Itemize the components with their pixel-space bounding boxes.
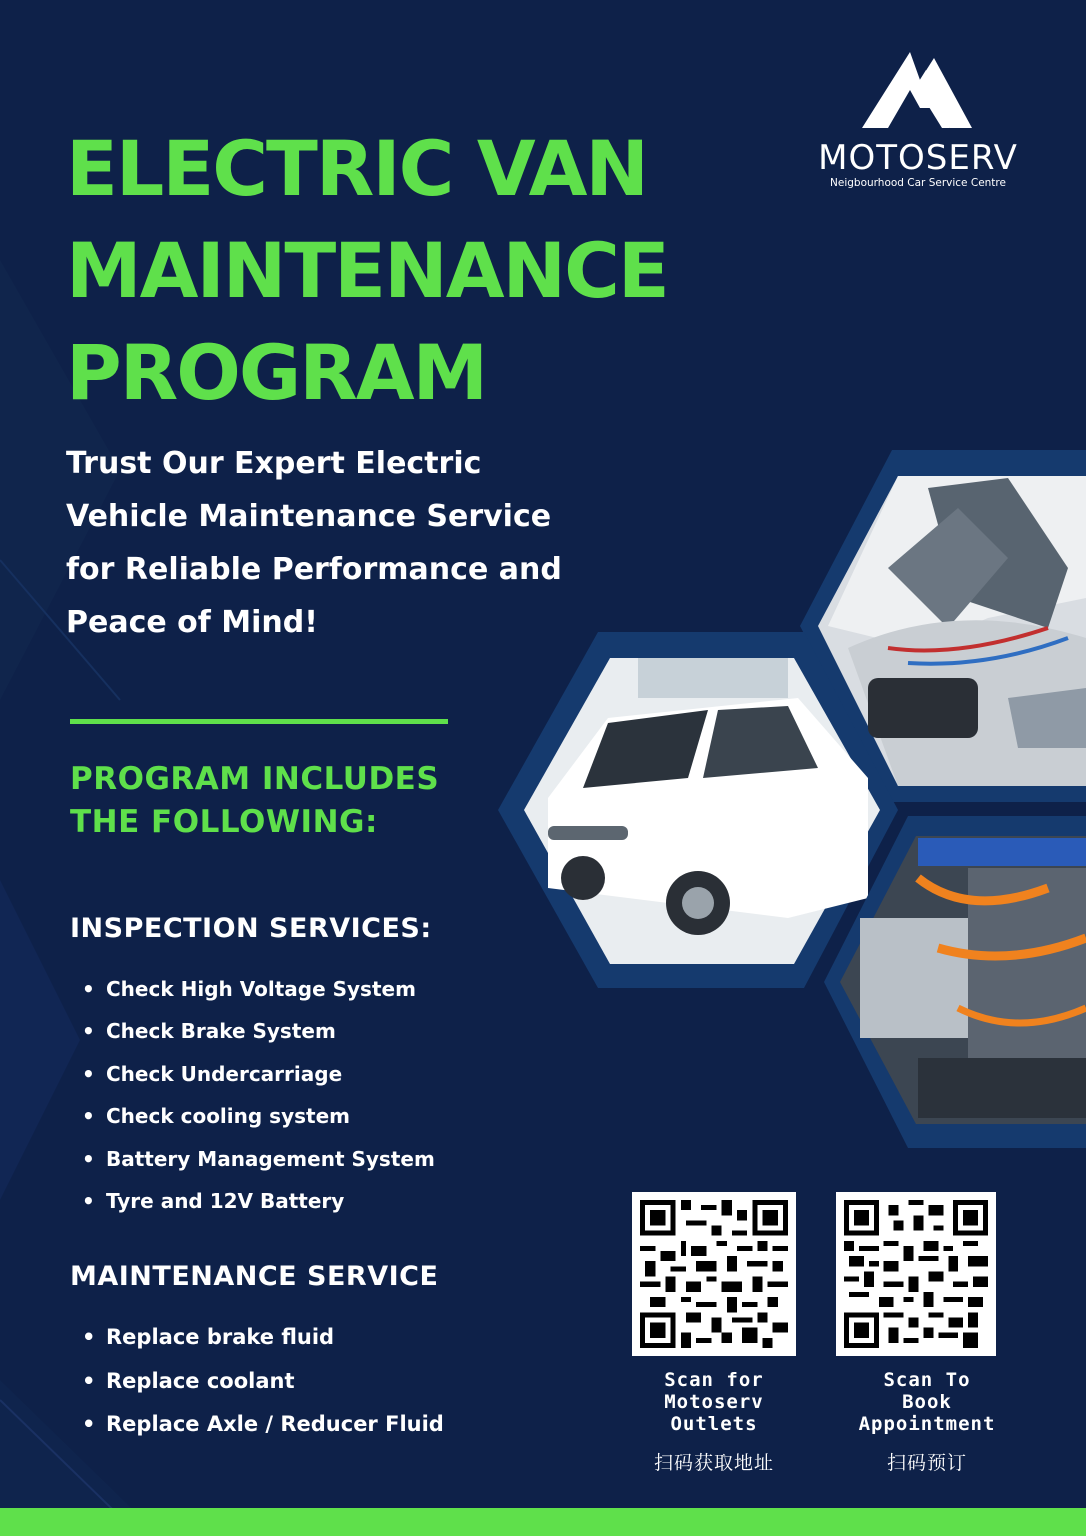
motoserv-mark-icon xyxy=(860,50,976,130)
qr-code-icon xyxy=(640,1200,788,1348)
list-item: • Replace Axle / Reducer Fluid xyxy=(82,1403,444,1447)
list-item: • Check High Voltage System xyxy=(82,968,435,1010)
qr-label-outlets-cn: 扫码获取地址 xyxy=(653,1452,774,1474)
maintenance-list xyxy=(82,1316,444,1447)
brand-logo xyxy=(800,50,1036,200)
inspection-list xyxy=(82,968,435,1222)
maintenance-heading: MAINTENANCE SERVICE xyxy=(70,1261,439,1292)
qr-label-line: Appointment xyxy=(858,1413,996,1435)
qr-label-line: Scan To xyxy=(883,1369,971,1391)
list-item: • Check Brake System xyxy=(82,1010,435,1052)
includes-heading-line: THE FOLLOWING: xyxy=(70,804,378,840)
qr-label-line: Scan for xyxy=(664,1369,764,1391)
title-line: MAINTENANCE xyxy=(66,226,668,315)
title-line: ELECTRIC VAN xyxy=(66,124,647,213)
includes-heading-line: PROGRAM INCLUDES xyxy=(70,761,440,797)
includes-heading xyxy=(70,758,439,844)
qr-code-outlets[interactable] xyxy=(632,1192,796,1356)
list-item: • Tyre and 12V Battery xyxy=(82,1180,435,1222)
qr-code-icon xyxy=(844,1200,988,1348)
list-item: • Check Undercarriage xyxy=(82,1053,435,1095)
qr-code-appointment[interactable] xyxy=(836,1192,996,1356)
photo-collage xyxy=(488,448,1086,1158)
qr-label-line: Outlets xyxy=(670,1413,758,1435)
bottom-accent-bar xyxy=(0,1508,1086,1536)
list-item: • Replace brake fluid xyxy=(82,1316,444,1360)
qr-label-line: Book xyxy=(902,1391,952,1413)
list-item: • Replace coolant xyxy=(82,1360,444,1404)
title-line: PROGRAM xyxy=(66,328,487,417)
qr-label-outlets xyxy=(614,1369,814,1435)
qr-label-line: Motoserv xyxy=(664,1391,764,1413)
qr-label-appointment xyxy=(820,1369,1034,1435)
divider xyxy=(70,719,448,724)
qr-label-appointment-cn: 扫码预订 xyxy=(886,1452,967,1474)
page-title xyxy=(66,118,668,424)
subtitle: Trust Our Expert Electric Vehicle Maintenance Service for Reliable Performance and Peace of Mind! xyxy=(66,446,562,640)
brand-name: MOTOSERV xyxy=(818,138,1018,178)
list-item: • Battery Management System xyxy=(82,1138,435,1180)
inspection-heading: INSPECTION SERVICES: xyxy=(70,913,432,944)
list-item: • Check cooling system xyxy=(82,1095,435,1137)
brand-tagline: Neigbourhood Car Service Centre xyxy=(830,177,1006,189)
